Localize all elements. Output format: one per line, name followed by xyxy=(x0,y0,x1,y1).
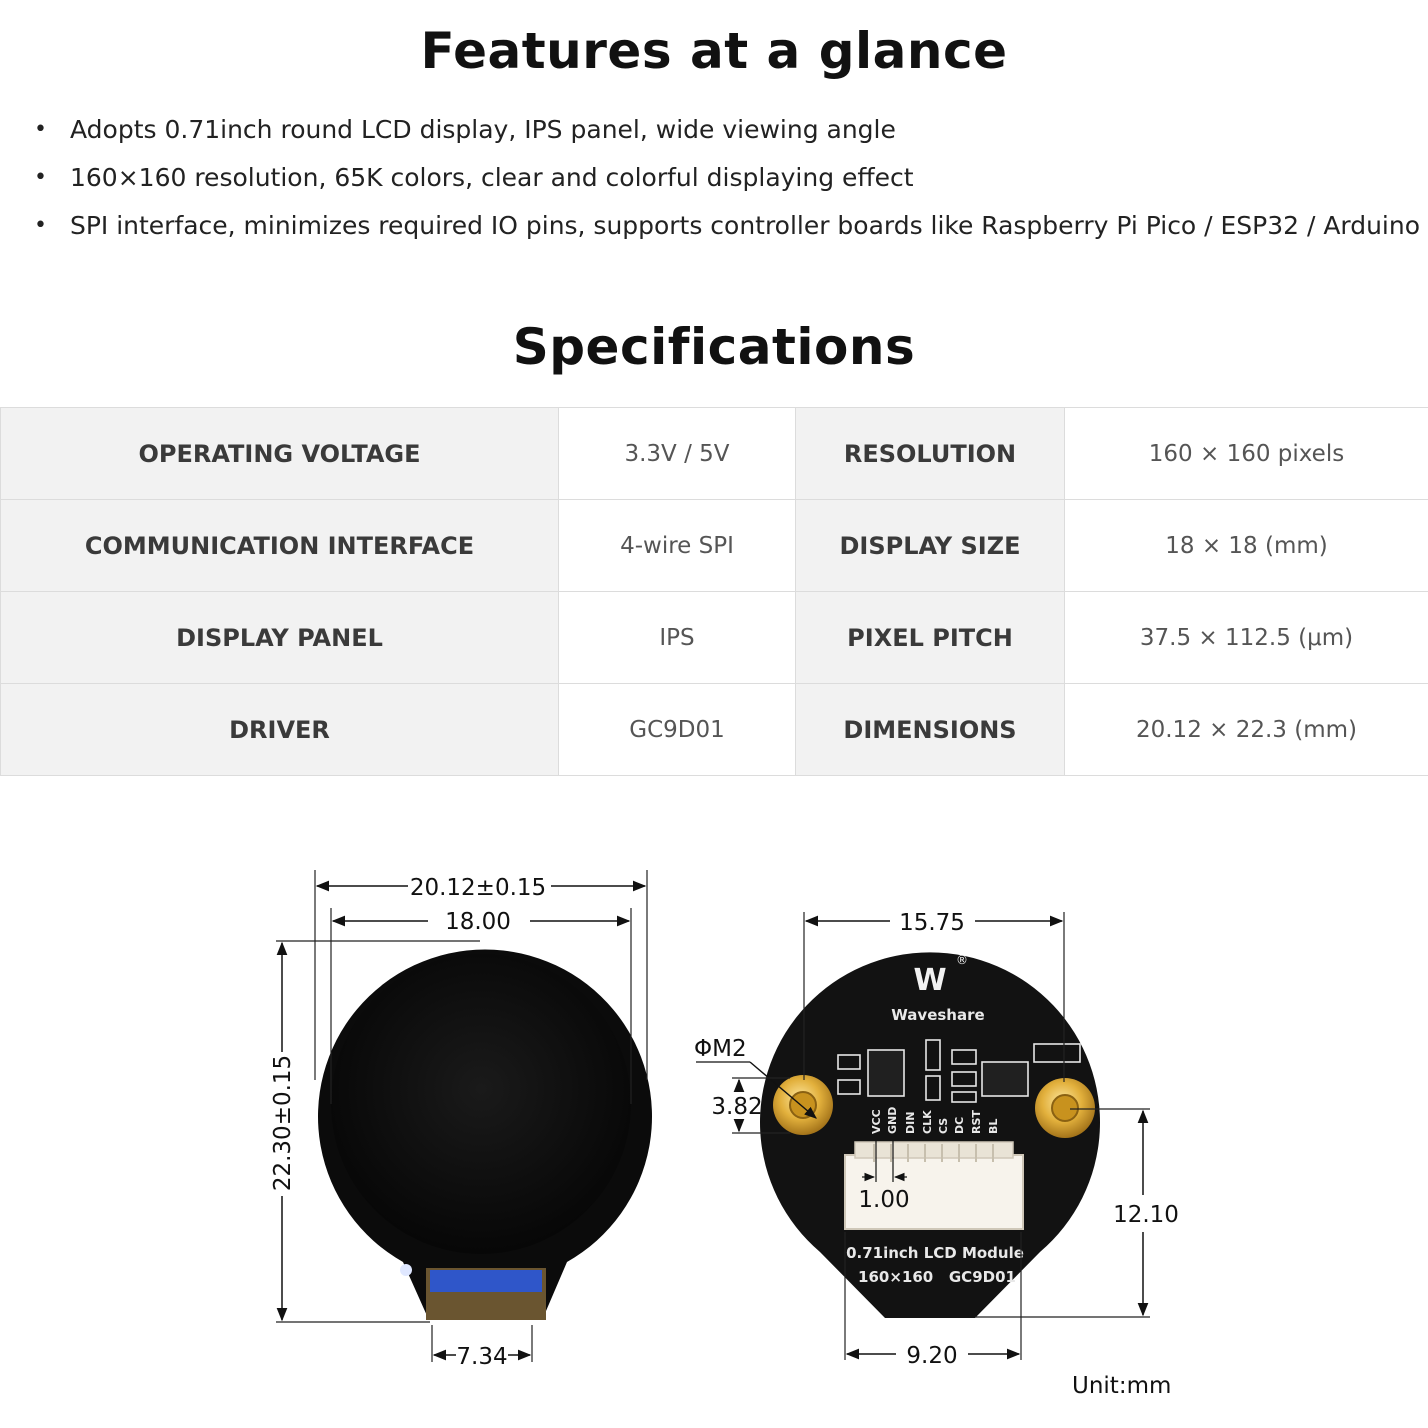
spec-key: RESOLUTION xyxy=(796,408,1065,500)
table-row xyxy=(1,684,1428,776)
module-spec-text: 160×160 GC9D01 xyxy=(858,1268,1016,1286)
feature-text: Adopts 0.71inch round LCD display, IPS panel, wide viewing angle xyxy=(70,115,896,144)
svg-text:DIN: DIN xyxy=(904,1111,917,1134)
feature-item xyxy=(30,110,1420,158)
features-list xyxy=(30,110,1420,254)
spec-value: 3.3V / 5V xyxy=(559,408,796,500)
spec-key: DIMENSIONS xyxy=(796,684,1065,776)
unit-label: Unit:mm xyxy=(1072,1373,1172,1399)
svg-text:RST: RST xyxy=(970,1110,983,1134)
spec-key: DISPLAY PANEL xyxy=(1,592,559,684)
waveshare-logo-icon: W xyxy=(913,963,947,998)
spec-value: 20.12 × 22.3 (mm) xyxy=(1065,684,1428,776)
front-corner-dot xyxy=(400,1264,412,1276)
spec-key: DRIVER xyxy=(1,684,559,776)
svg-text:GND: GND xyxy=(886,1106,899,1134)
spec-value: IPS xyxy=(559,592,796,684)
back-view xyxy=(694,910,1179,1369)
hole-size-label: ΦM2 xyxy=(694,1036,747,1062)
fpc-blue-label xyxy=(430,1270,542,1292)
front-view xyxy=(270,870,652,1370)
pin-pitch-label: 1.00 xyxy=(858,1187,910,1213)
hole-to-bottom-label: 12.10 xyxy=(1113,1202,1179,1228)
spec-key: DISPLAY SIZE xyxy=(796,500,1065,592)
table-row xyxy=(1,592,1428,684)
connector-width-label: 9.20 xyxy=(906,1343,958,1369)
fpc-width-label: 7.34 xyxy=(456,1344,508,1370)
svg-text:DC: DC xyxy=(953,1116,966,1134)
features-title: Features at a glance xyxy=(420,22,1008,80)
svg-text:CS: CS xyxy=(937,1117,950,1134)
spec-value: 18 × 18 (mm) xyxy=(1065,500,1428,592)
hole-spacing-label: 15.75 xyxy=(899,910,965,936)
bullet-icon: • xyxy=(34,165,47,190)
specifications-title: Specifications xyxy=(512,318,916,376)
spec-value: 160 × 160 pixels xyxy=(1065,408,1428,500)
front-height-label: 22.30±0.15 xyxy=(270,1054,296,1192)
table-row xyxy=(1,408,1428,500)
spec-key: OPERATING VOLTAGE xyxy=(1,408,559,500)
front-width-label: 20.12±0.15 xyxy=(409,875,547,901)
spec-value: 37.5 × 112.5 (μm) xyxy=(1065,592,1428,684)
spec-key: PIXEL PITCH xyxy=(796,592,1065,684)
hole-offset-label: 3.82 xyxy=(711,1094,763,1120)
spec-value: GC9D01 xyxy=(559,684,796,776)
lcd-screen xyxy=(331,954,631,1254)
svg-text:BL: BL xyxy=(987,1118,1000,1134)
dimension-diagram xyxy=(0,800,1428,1428)
svg-text:VCC: VCC xyxy=(870,1109,883,1134)
specifications-table xyxy=(0,407,1428,776)
spec-key: COMMUNICATION INTERFACE xyxy=(1,500,559,592)
spec-value: 4-wire SPI xyxy=(559,500,796,592)
registered-icon: ® xyxy=(956,953,968,967)
feature-item xyxy=(30,158,1420,206)
display-width-label: 18.00 xyxy=(445,909,511,935)
svg-text:CLK: CLK xyxy=(921,1110,934,1134)
module-name-text: 0.71inch LCD Module xyxy=(846,1244,1024,1262)
feature-text: SPI interface, minimizes required IO pins, supports controller boards like Raspberry Pi Pico / ESP32 / Arduino xyxy=(70,211,1420,240)
feature-text: 160×160 resolution, 65K colors, clear and colorful displaying effect xyxy=(70,163,914,192)
table-row xyxy=(1,500,1428,592)
pcb-brand-text: Waveshare xyxy=(891,1006,985,1024)
bullet-icon: • xyxy=(34,117,47,142)
feature-item xyxy=(30,206,1420,254)
bullet-icon: • xyxy=(34,213,47,238)
